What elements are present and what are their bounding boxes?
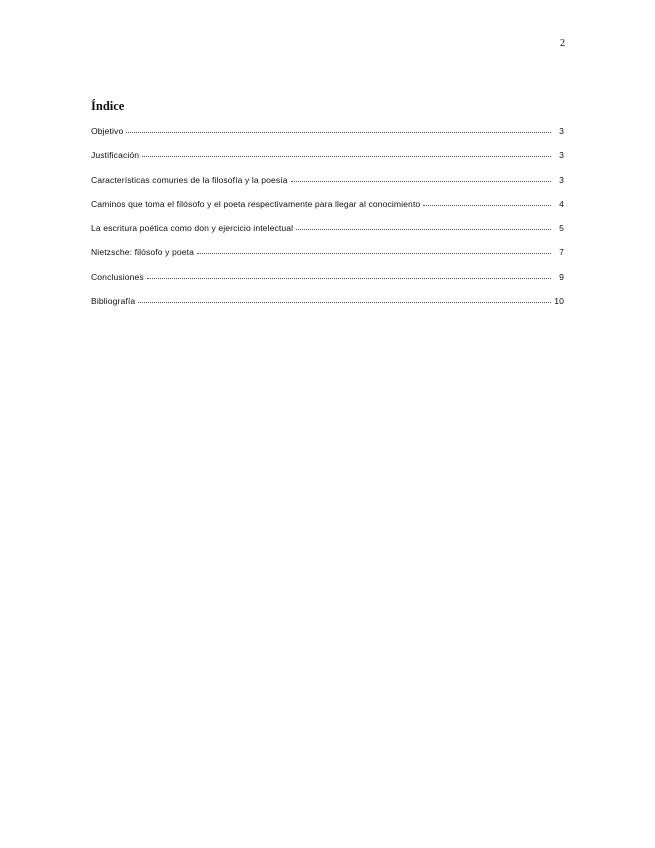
toc-entry-label: Objetivo	[91, 126, 124, 136]
toc-dot-leader	[126, 132, 551, 133]
toc-entry-justificacion[interactable]	[91, 150, 564, 174]
toc-entry-label: Justificación	[91, 150, 140, 161]
toc-entry-page: 7	[559, 247, 564, 258]
toc-entry-nietzsche[interactable]	[91, 247, 564, 271]
toc-dot-leader	[296, 229, 551, 230]
page-number: 2	[560, 38, 565, 49]
toc-entry-conclusiones[interactable]	[91, 272, 564, 296]
toc-entry-escritura-poetica[interactable]	[91, 223, 564, 247]
toc-entry-page: 10	[554, 296, 564, 307]
toc-dot-leader	[138, 302, 551, 303]
toc-entry-objetivo[interactable]	[91, 126, 564, 150]
toc-entry-caracteristicas[interactable]	[91, 175, 564, 199]
toc-entry-page: 3	[559, 174, 564, 185]
toc-dot-leader	[291, 181, 551, 182]
toc-entry-label: Nietzsche: filósofo y poeta	[91, 247, 195, 258]
toc-entry-label: Conclusiones	[91, 271, 144, 282]
toc-title: Índice	[91, 99, 125, 113]
toc-entry-page: 9	[559, 271, 564, 282]
toc-entry-page: 3	[559, 150, 564, 161]
toc-entry-caminos[interactable]	[91, 199, 564, 223]
toc-dot-leader	[147, 278, 551, 279]
toc-dot-leader	[423, 205, 551, 206]
toc-dot-leader	[142, 156, 551, 157]
table-of-contents	[91, 126, 564, 320]
toc-entry-page: 3	[559, 126, 564, 136]
toc-entry-page: 4	[559, 198, 564, 209]
toc-entry-page: 5	[559, 223, 564, 234]
toc-entry-label: Bibliografía	[91, 296, 136, 307]
toc-dot-leader	[197, 253, 551, 254]
toc-entry-label: Caminos que toma el filósofo y el poeta respectivamente para llegar al conocimiento	[91, 198, 421, 209]
toc-entry-bibliografia[interactable]	[91, 296, 564, 320]
toc-entry-label: La escritura poética como don y ejercicio intelectual	[91, 223, 294, 234]
toc-entry-label: Características comunes de la filosofía y la poesía	[91, 174, 288, 185]
